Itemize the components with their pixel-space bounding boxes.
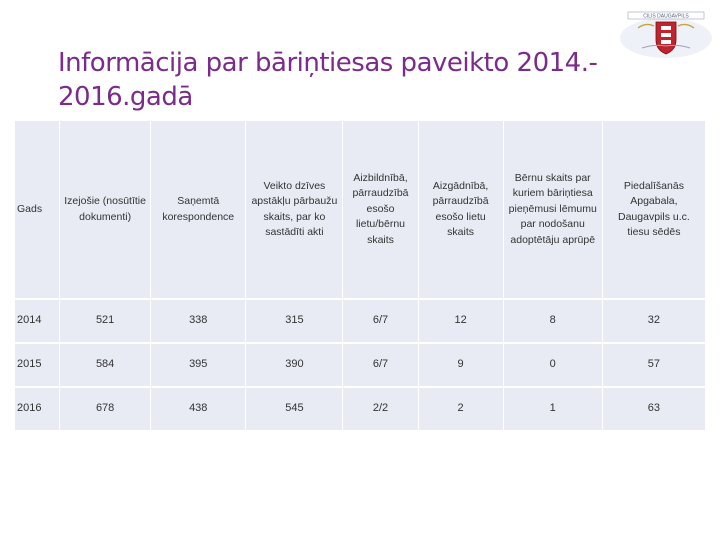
column-header-guardianship-cases: Aizbildnībā, pārraudzībā esošo lietu/bērnu skaits xyxy=(343,121,417,298)
table-cell: 2014 xyxy=(15,300,59,342)
table-cell: 57 xyxy=(603,344,705,386)
column-header-adoption-decisions: Bērnu skaits par kuriem bāriņtiesa pieņēmusi lēmumu par nodošanu adoptētāju aprūpē xyxy=(504,121,602,298)
table-cell: 2016 xyxy=(15,388,59,430)
table-cell: 2015 xyxy=(15,344,59,386)
table-cell: 2/2 xyxy=(343,388,417,430)
table-cell: 8 xyxy=(504,300,602,342)
svg-text:CILIS DAUGAVPILS: CILIS DAUGAVPILS xyxy=(643,13,689,20)
column-header-custody-cases: Aizgādnībā, pārraudzībā esošo lietu skaits xyxy=(419,121,503,298)
table-cell: 63 xyxy=(603,388,705,430)
slide-title-line-2: 2016.gadā xyxy=(58,82,193,112)
table-cell: 584 xyxy=(60,344,150,386)
table-cell: 9 xyxy=(419,344,503,386)
column-header-outgoing-documents: Izejošie (nosūtītie dokumenti) xyxy=(60,121,150,298)
table-header-row xyxy=(15,121,705,298)
table-cell: 678 xyxy=(60,388,150,430)
slide-title-line-1: Informācija par bāriņtiesas paveikto 2014.- xyxy=(58,48,598,78)
table-row xyxy=(15,388,705,430)
column-header-received-correspondence: Saņemtā korespondence xyxy=(151,121,245,298)
statistics-table xyxy=(14,119,706,432)
table-cell: 0 xyxy=(504,344,602,386)
table-cell: 390 xyxy=(246,344,342,386)
table-cell: 338 xyxy=(151,300,245,342)
column-header-year: Gads xyxy=(15,121,59,298)
table-cell: 438 xyxy=(151,388,245,430)
table-cell: 2 xyxy=(419,388,503,430)
table-cell: 6/7 xyxy=(343,344,417,386)
table-cell: 32 xyxy=(603,300,705,342)
table-row xyxy=(15,300,705,342)
table-cell: 395 xyxy=(151,344,245,386)
slide-title xyxy=(58,46,658,114)
column-header-court-hearings: Piedalīšanās Apgabala, Daugavpils u.c. tiesu sēdēs xyxy=(603,121,705,298)
table-cell: 1 xyxy=(504,388,602,430)
table-cell: 521 xyxy=(60,300,150,342)
column-header-living-condition-checks: Veikto dzīves apstākļu pārbaužu skaits, par ko sastādīti akti xyxy=(246,121,342,298)
table-cell: 315 xyxy=(246,300,342,342)
table-cell: 545 xyxy=(246,388,342,430)
table-cell: 12 xyxy=(419,300,503,342)
table-cell: 6/7 xyxy=(343,300,417,342)
table-row xyxy=(15,344,705,386)
